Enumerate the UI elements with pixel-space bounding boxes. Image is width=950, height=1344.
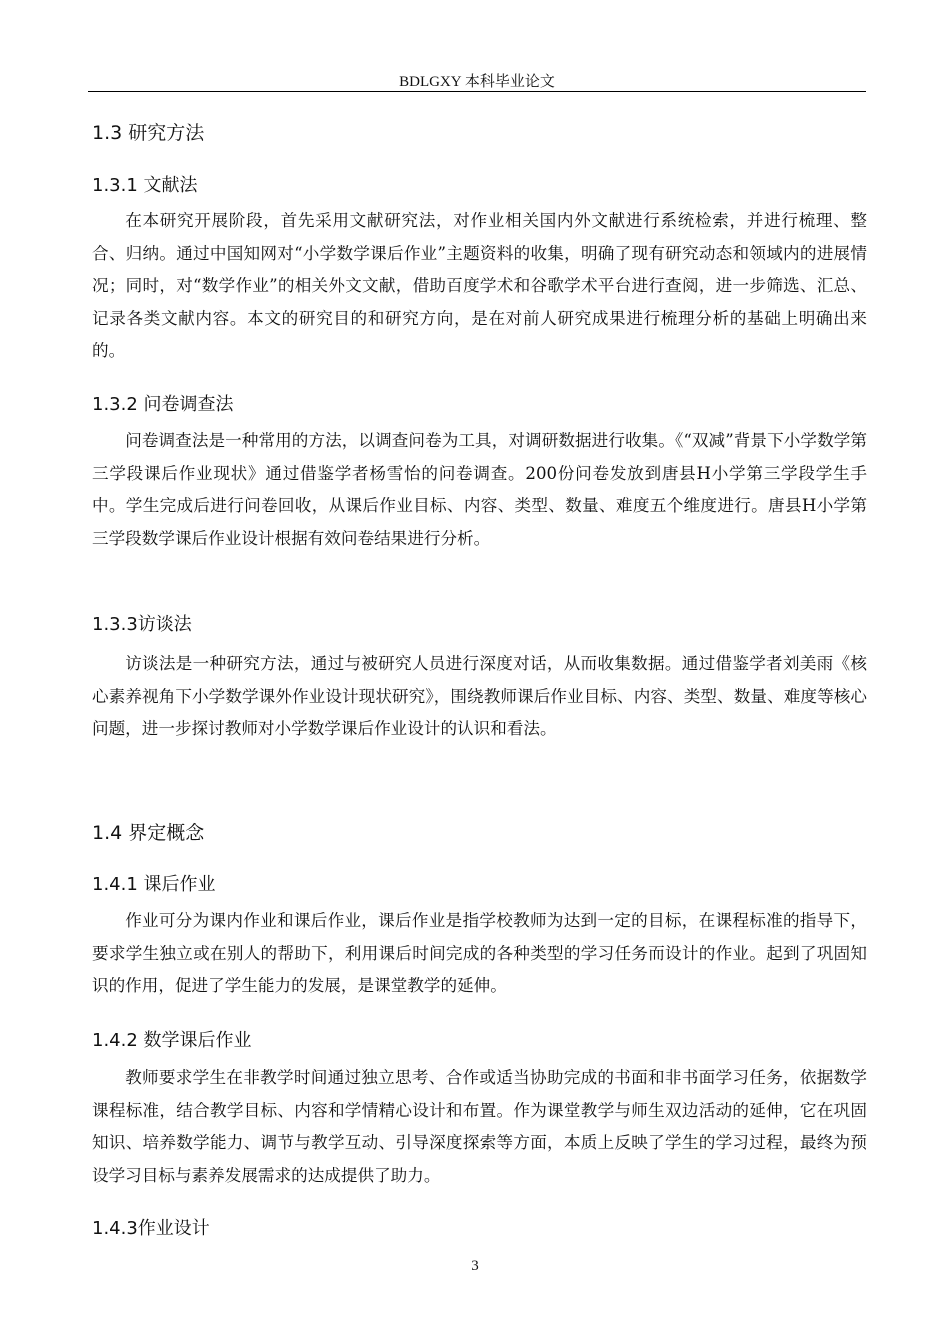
heading-1-3: 1.3 研究方法 <box>92 122 205 144</box>
heading-1-4-1: 1.4.1 课后作业 <box>92 874 216 895</box>
heading-1-3-3: 1.3.3访谈法 <box>92 614 192 635</box>
paragraph-after-class-homework: 作业可分为课内作业和课后作业，课后作业是指学校教师为达到一定的目标，在课程标准的指导下，要求学生独立或在别人的帮助下，利用课后时间完成的各种类型的学习任务而设计的作业。起到了巩固知识的作用，促进了学生能力的发展，是课堂教学的延伸。 <box>92 911 867 995</box>
paragraph-questionnaire-method: 问卷调查法是一种常用的方法，以调查问卷为工具，对调研数据进行收集。《“双减”背景下小学数学第三学段课后作业现状》通过借鉴学者杨雪怡的问卷调查。200份问卷发放到唐县H小学第三学段学生手中。学生完成后进行问卷回收，从课后作业目标、内容、类型、数量、难度五个维度进行。唐县H小学第三学段数学课后作业设计根据有效问卷结果进行分析。 <box>92 431 867 548</box>
paragraph-math-homework: 教师要求学生在非教学时间通过独立思考、合作或适当协助完成的书面和非书面学习任务，依据数学课程标准，结合教学目标、内容和学情精心设计和布置。作为课堂教学与师生双边活动的延伸，它在巩固知识、培养数学能力、调节与教学互动、引导深度探索等方面，本质上反映了学生的学习过程，最终为预设学习目标与素养发展需求的达成提供了助力。 <box>92 1068 867 1185</box>
heading-1-4-3: 1.4.3作业设计 <box>92 1218 210 1239</box>
heading-1-4: 1.4 界定概念 <box>92 822 205 844</box>
paragraph-literature-method: 在本研究开展阶段，首先采用文献研究法，对作业相关国内外文献进行系统检索，并进行梳理、整合、归纳。通过中国知网对“小学数学课后作业”主题资料的收集，明确了现有研究动态和领域内的进展情况；同时，对“数学作业”的相关外文文献，借助百度学术和谷歌学术平台进行查阅，进一步筛选、汇总、记录各类文献内容。本文的研究目的和研究方向，是在对前人研究成果进行梳理分析的基础上明确出来的。 <box>92 211 867 360</box>
paragraph-interview-method: 访谈法是一种研究方法，通过与被研究人员进行深度对话，从而收集数据。通过借鉴学者刘美雨《核心素养视角下小学数学课外作业设计现状研究》，围绕教师课后作业目标、内容、类型、数量、难度等核心问题，进一步探讨教师对小学数学课后作业设计的认识和看法。 <box>92 654 867 738</box>
heading-1-3-2: 1.3.2 问卷调查法 <box>92 394 234 415</box>
header-rule <box>88 91 866 92</box>
heading-1-4-2: 1.4.2 数学课后作业 <box>92 1030 252 1051</box>
page-number: 3 <box>471 1258 479 1274</box>
heading-1-3-1: 1.3.1 文献法 <box>92 175 198 196</box>
running-header: BDLGXY 本科毕业论文 <box>399 74 555 90</box>
